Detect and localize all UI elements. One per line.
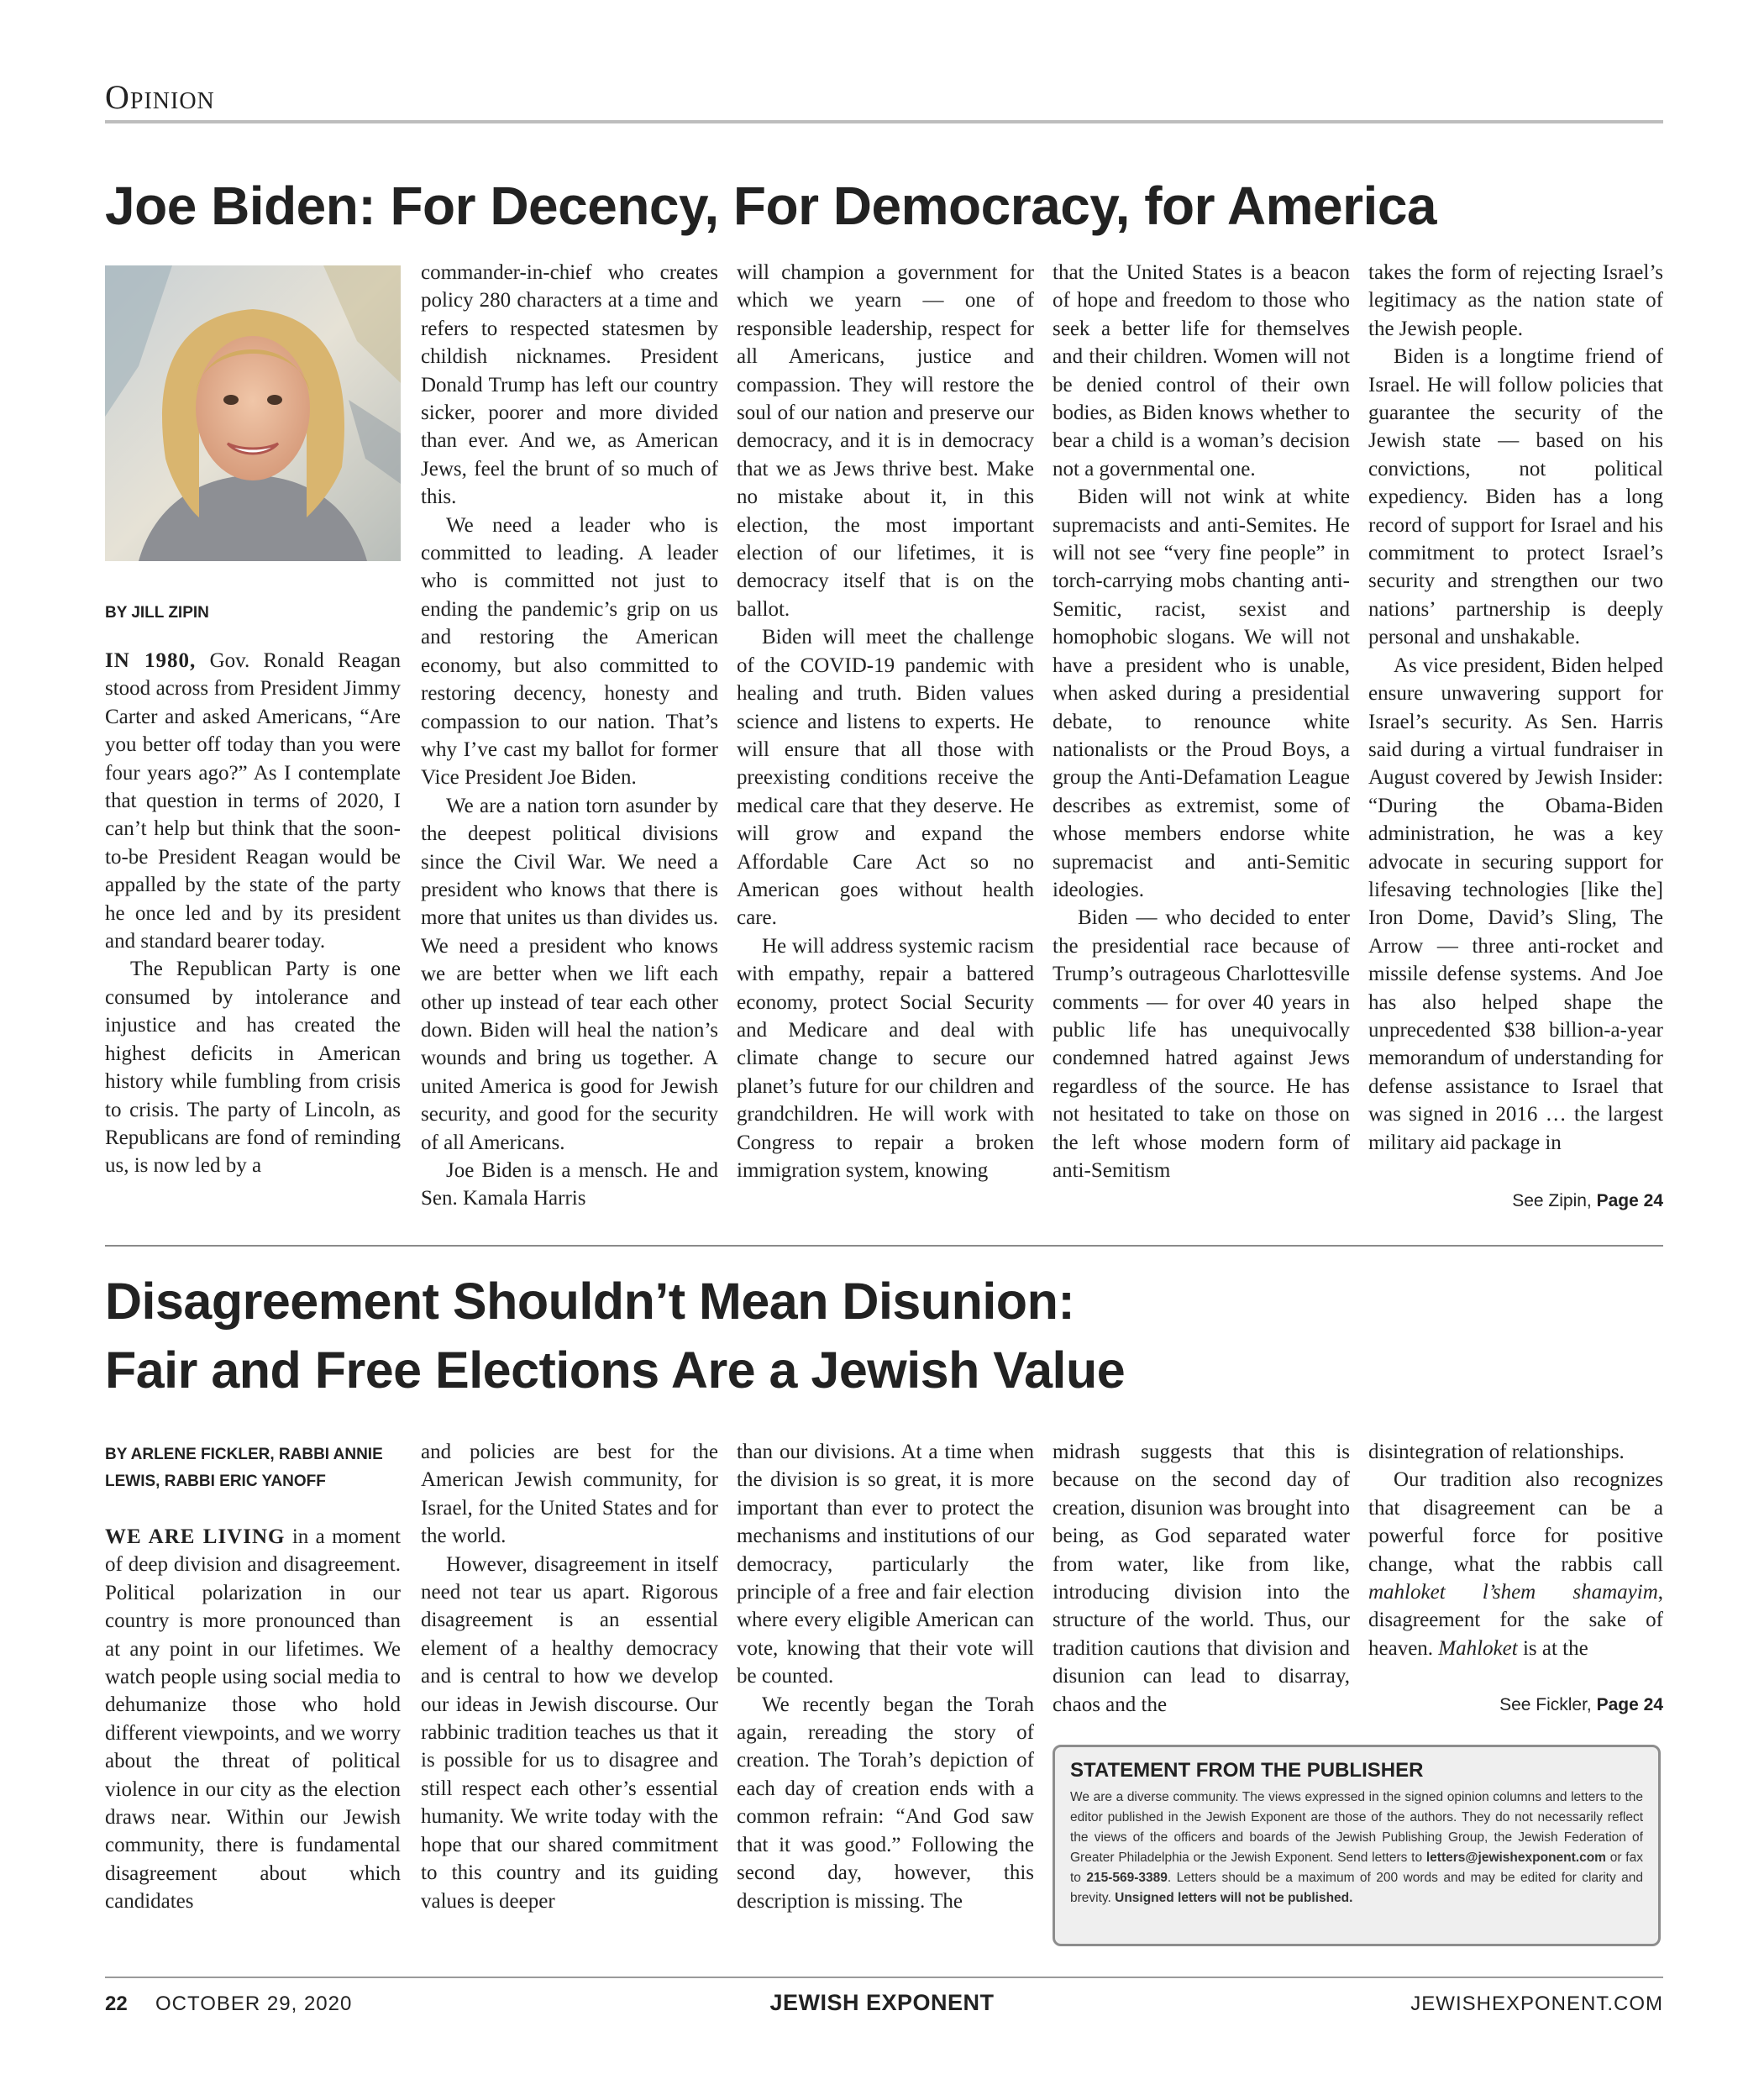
article2-column-2 bbox=[421, 1438, 718, 1915]
paragraph: Biden is a longtime friend of Israel. He will follow policies that guarantee the security of the Jewish state — based on his convictions, not political expediency. Biden has a long record of support for Israel and his commitment to protect Israel’s security and strengthen our two nations’ partnership is deeply personal and unshakable. bbox=[1368, 345, 1663, 649]
article1-continuation-ref: See Zipin, Page 24 bbox=[1512, 1191, 1663, 1210]
article2-column-1 bbox=[105, 1523, 401, 1916]
paragraph: Gov. Ronald Reagan stood across from President Jimmy Carter and asked Americans, “Are you better off today than you were four years ago?” As I contemplate that question in terms of 2020, I can’t help but think that the soon-to-be President Reagan would be appalled by the state of the party he once led and by its president and standard bearer today. bbox=[105, 649, 401, 953]
paragraph: that the United States is a beacon of hope and freedom to those who seek a better life for themselves and their children. Women will not be denied control of their own bodies, as Biden knows whether to bear a child is a woman’s decision not a governmental one. bbox=[1053, 261, 1350, 480]
paragraph: We need a leader who is committed to leading. A leader who is committed not just to ending the pandemic’s grip on us and restoring the American economy, but also committed to restoring decency, honesty and compassion to our nation. That’s why I’ve cast my ballot for former Vice President Joe Biden. bbox=[421, 513, 718, 790]
paragraph: We are a nation torn asunder by the deepest political divisions since the Civil War. We need a president who knows that there is more that unites us than divides us. We need a president who knows we are better when we lift each other up instead of tear each other down. Biden will heal the nation’s wounds and bring us together. A united America is good for Jewish security, and good for the security of all Americans. bbox=[421, 794, 718, 1154]
issue-date: OCTOBER 29, 2020 bbox=[155, 1992, 353, 2015]
paragraph: and policies are best for the American Jewish community, for Israel, for the United States and for the world. bbox=[421, 1441, 718, 1548]
publication-name: JEWISH EXPONENT bbox=[769, 1990, 995, 2015]
fax-number: 215-569-3389 bbox=[1086, 1871, 1168, 1885]
article2-headline bbox=[105, 1267, 1125, 1404]
paragraph: Biden will not wink at white supremacists and anti-Semites. He will not see “very fine people” in torch-carrying mobs chanting anti-Semitic, racist, sexist and homophobic slogans. We will not have a president who is unable, when asked during a presidential debate, to renounce white nationalists or the Proud Boys, a group the Anti-Defamation League describes as extremist, some of whose members endorse white supremacist and anti-Semitic ideologies. bbox=[1053, 486, 1350, 901]
article1-headline: Joe Biden: For Decency, For Democracy, for America bbox=[105, 176, 1436, 236]
paragraph: takes the form of rejecting Israel’s legitimacy as the nation state of the Jewish people. bbox=[1368, 261, 1663, 340]
article2-headline-line1: Disagreement Shouldn’t Mean Disunion: bbox=[105, 1273, 1075, 1330]
paragraph: We recently began the Torah again, rereading the story of creation. The Torah’s depiction of each day of creation ends with a common refrain: “And God saw that it was good.” Following the second day, however, this description is missing. The bbox=[737, 1693, 1034, 1913]
article2-continuation-ref: See Fickler, Page 24 bbox=[1499, 1695, 1663, 1714]
article2-lead-in: WE ARE LIVING bbox=[105, 1525, 286, 1548]
article2-column-3 bbox=[737, 1438, 1034, 1915]
article2-headline-line2: Fair and Free Elections Are a Jewish Value bbox=[105, 1341, 1126, 1399]
website-url[interactable]: JEWISHEXPONENT.COM bbox=[1410, 1992, 1663, 2015]
article1-column-2 bbox=[421, 259, 718, 1213]
article-divider bbox=[105, 1245, 1663, 1247]
article1-column-4 bbox=[1053, 259, 1350, 1184]
article1-column-5 bbox=[1368, 259, 1663, 1157]
publisher-statement-box bbox=[1053, 1745, 1661, 1946]
paragraph: in a moment of deep division and disagreement. Political polarization in our country is more pronounced than at any point in our lifetimes. We watch people using social media to dehumanize those who hold different viewpoints, and we worry about the threat of political violence in our city as the election draws near. Within our Jewish community, there is fundamental disagreement about which candidates bbox=[105, 1525, 402, 1914]
publisher-statement-text: We are a diverse community. The views expressed in the signed opinion columns and letters to the editor published in the Jewish Exponent are those of the authors. They do not necessarily reflect the views of the officers and boards of the Jewish Publishing Group, the Jewish Federation of Greater Philadelphia or the Jewish Exponent. Send letters to letters@jewishexponent.com or fax to 215-569-3389. Letters should be a maximum of 200 words and may be edited for clarity and brevity. Unsigned letters will not be published. bbox=[1070, 1790, 1644, 1905]
section-label: Opinion bbox=[105, 78, 215, 116]
paragraph: The Republican Party is one consumed by intolerance and injustice and has created the highest deficits in American history while fumbling from crisis to crisis. The party of Lincoln, as Republicans are fond of reminding us, is now led by a bbox=[105, 958, 401, 1178]
article1-lead-in: IN 1980, bbox=[105, 649, 197, 672]
paragraph: He will address systemic racism with empathy, repair a battered economy, protect Social Security and Medicare and deal with climate change to secure our planet’s future for our children and grandchildren. He will work with Congress to repair a broken immigration system, knowing bbox=[737, 934, 1034, 1182]
article2-column-4 bbox=[1053, 1438, 1350, 1719]
article2-column-5 bbox=[1368, 1438, 1663, 1662]
page-number: 22 bbox=[105, 1992, 128, 2015]
paragraph: commander-in-chief who creates policy 280 characters at a time and refers to respected statesmen by childish nicknames. President Donald Trump has left our country sicker, poorer and more divided than ever. And we, as American Jews, feel the brunt of so much of this. bbox=[421, 261, 718, 509]
paragraph: Biden — who decided to enter the presidential race because of Trump’s outrageous Charlottesville comments — for over 40 years in public life has unequivocally condemned hatred against Jews regardless of the source. He has not hesitated to take on those on the left whose modern form of anti-Semitism bbox=[1053, 906, 1350, 1182]
article1-column-1 bbox=[105, 647, 401, 1180]
paragraph: Joe Biden is a mensch. He and Sen. Kamala Harris bbox=[421, 1159, 718, 1210]
header-rule bbox=[105, 120, 1663, 123]
paragraph: As vice president, Biden helped ensure unwavering support for Israel’s security. As Sen. Harris said during a virtual fundraiser in August covered by Jewish Insider: “During the Obama-Biden administration, he was a key advocate in securing support for lifesaving technologies [like the] Iron Dome, David’s Sling, The Arrow — three anti-rocket and missile defense systems. And Joe has also helped shape the unprecedented $38 billion-a-year memorandum of understanding for defense assistance to Israel that was signed in 2016 … the largest military aid package in bbox=[1368, 654, 1663, 1154]
letters-email-link[interactable]: letters@jewishexponent.com bbox=[1425, 1851, 1606, 1865]
paragraph: Our tradition also recognizes that disagreement can be a powerful force for positive change, what the rabbis call mahloket l’shem shamayim, disagreement for the sake of heaven. Mahloket is at the bbox=[1368, 1468, 1663, 1660]
publisher-statement-title: STATEMENT FROM THE PUBLISHER bbox=[1070, 1759, 1424, 1782]
author-photo bbox=[105, 265, 401, 561]
paragraph: midrash suggests that this is because on the second day of creation, disunion was brought into being, as God separated water from water, like from like, introducing division into the structure of the world. Thus, our tradition cautions that division and disunion can lead to disarray, chaos and the bbox=[1053, 1441, 1350, 1716]
article1-byline: BY JILL ZIPIN bbox=[105, 604, 209, 622]
paragraph: disintegration of relationships. bbox=[1368, 1441, 1625, 1463]
paragraph: than our divisions. At a time when the division is so great, it is more important than ever to protect the mechanisms and institutions of our democracy, particularly the principle of a free and fair election where every eligible American can vote, knowing that their vote will be counted. bbox=[737, 1441, 1034, 1688]
article2-byline: BY ARLENE FICKLER, RABBI ANNIE LEWIS, RABBI ERIC YANOFF bbox=[105, 1446, 383, 1490]
article1-column-3 bbox=[737, 259, 1034, 1184]
author-portrait-image bbox=[105, 265, 401, 561]
footer-rule bbox=[105, 1977, 1663, 1978]
paragraph: However, disagreement in itself need not tear us apart. Rigorous disagreement is an essential element of a healthy democracy and is central to how we develop our ideas in Jewish discourse. Our rabbinic tradition teaches us that it is possible for us to disagree and still respect each other’s essential humanity. We write today with the hope that our shared commitment to this country and its guiding values is deeper bbox=[421, 1552, 718, 1913]
paragraph: will champion a government for which we yearn — one of responsible leadership, respect for all Americans, justice and compassion. They will restore the soul of our nation and preserve our democracy, and it is in democracy that we as Jews thrive best. Make no mistake about it, in this election, the most important election of our lifetimes, it is democracy itself that is on the ballot. bbox=[737, 261, 1034, 621]
paragraph: Biden will meet the challenge of the COVID-19 pandemic with healing and truth. Biden values science and listens to experts. He will ensure that all those with preexisting conditions receive the medical care that they deserve. He will grow and expand the Affordable Care Act so no American goes without health care. bbox=[737, 626, 1034, 930]
